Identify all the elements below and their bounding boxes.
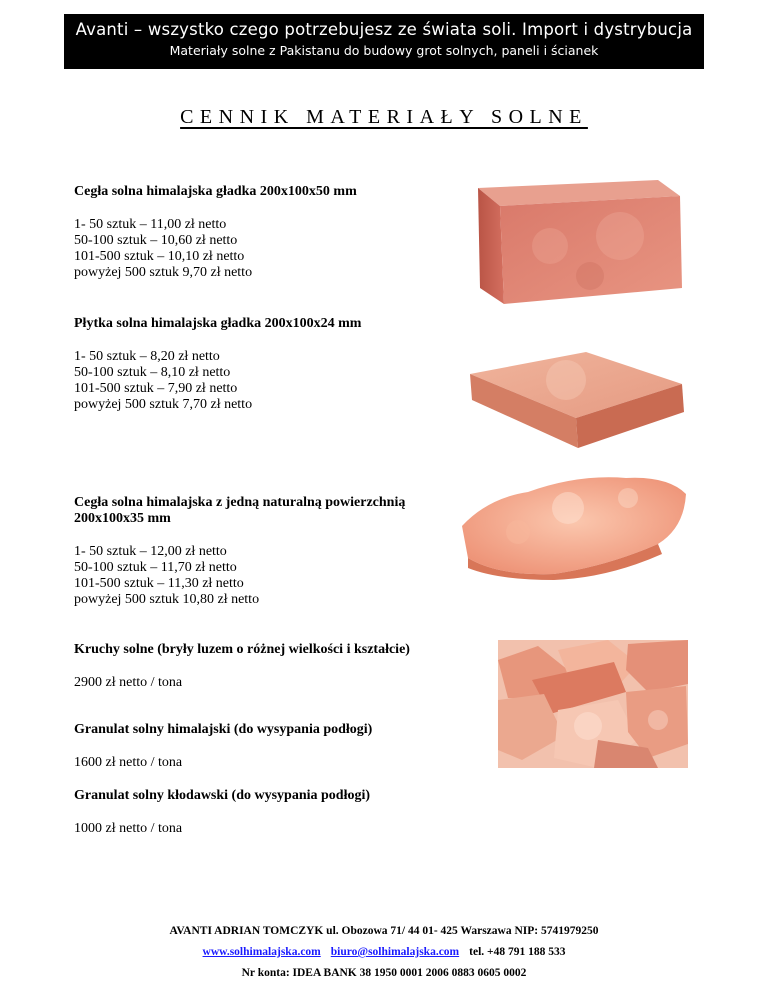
product-name: Płytka solna himalajska gładka 200x100x24 mm — [74, 316, 362, 331]
page-title: CENNIK MATERIAŁY SOLNE — [180, 106, 588, 128]
product-name: Granulat solny himalajski (do wysypania podłogi) — [74, 722, 373, 737]
salt-chunks-photo — [498, 640, 688, 768]
price-tier: powyżej 500 sztuk 10,80 zł netto — [74, 592, 260, 607]
price-list — [74, 349, 474, 413]
header-banner — [64, 14, 704, 69]
price-tier: 101-500 sztuk – 11,30 zł netto — [74, 576, 244, 591]
price-tier: powyżej 500 sztuk 7,70 zł netto — [74, 397, 253, 412]
price-tier: 50-100 sztuk – 8,10 zł netto — [74, 365, 231, 380]
price-tier: 1- 50 sztuk – 8,20 zł netto — [74, 349, 220, 364]
salt-brick-photo — [470, 176, 688, 308]
product-salt-chunks — [74, 642, 474, 691]
price-tier: 1- 50 sztuk – 11,00 zł netto — [74, 217, 227, 232]
price-list — [74, 544, 474, 608]
product-price: 1600 zł netto / tona — [74, 755, 183, 770]
product-klodawa-granulate — [74, 788, 474, 837]
phone-number: tel. +48 791 188 533 — [469, 946, 566, 958]
product-name: Granulat solny kłodawski (do wysypania podłogi) — [74, 788, 371, 803]
price-tier: 101-500 sztuk – 10,10 zł netto — [74, 249, 245, 264]
price-tier: 50-100 sztuk – 11,70 zł netto — [74, 560, 237, 575]
banner-subtitle: Materiały solne z Pakistanu do budowy grot solnych, paneli i ścianek — [169, 43, 599, 58]
bank-account: Nr konta: IDEA BANK 38 1950 0001 2006 0883 0605 0002 — [241, 967, 527, 979]
contact-line — [0, 942, 768, 963]
product-salt-brick-natural — [74, 495, 474, 608]
banner-headline: Avanti – wszystko czego potrzebujesz ze świata soli. Import i dystrybucja — [75, 20, 693, 39]
product-salt-tile-smooth — [74, 316, 474, 413]
salt-natural-brick-photo — [458, 468, 690, 580]
price-list — [74, 217, 474, 281]
price-tier: 101-500 sztuk – 7,90 zł netto — [74, 381, 238, 396]
company-address: AVANTI ADRIAN TOMCZYK ul. Obozowa 71/ 44 01- 425 Warszawa NIP: 5741979250 — [169, 925, 599, 937]
product-price: 1000 zł netto / tona — [74, 821, 183, 836]
website-link[interactable]: www.solhimalajska.com — [202, 946, 321, 958]
price-tier: 1- 50 sztuk – 12,00 zł netto — [74, 544, 227, 559]
product-name-line1: Cegła solna himalajska z jedną naturalną powierzchnią — [74, 495, 406, 510]
product-price: 2900 zł netto / tona — [74, 675, 183, 690]
product-salt-brick-smooth — [74, 184, 474, 281]
product-name: Cegła solna himalajska gładka 200x100x50 mm — [74, 184, 357, 199]
price-tier: 50-100 sztuk – 10,60 zł netto — [74, 233, 238, 248]
salt-tile-photo — [466, 348, 688, 452]
product-name: Kruchy solne (bryły luzem o różnej wielkości i kształcie) — [74, 642, 410, 657]
product-name-line2: 200x100x35 mm — [74, 511, 171, 526]
price-tier: powyżej 500 sztuk 9,70 zł netto — [74, 265, 253, 280]
email-link[interactable]: biuro@solhimalajska.com — [330, 946, 460, 958]
footer — [0, 921, 768, 984]
product-himalayan-granulate — [74, 722, 474, 771]
